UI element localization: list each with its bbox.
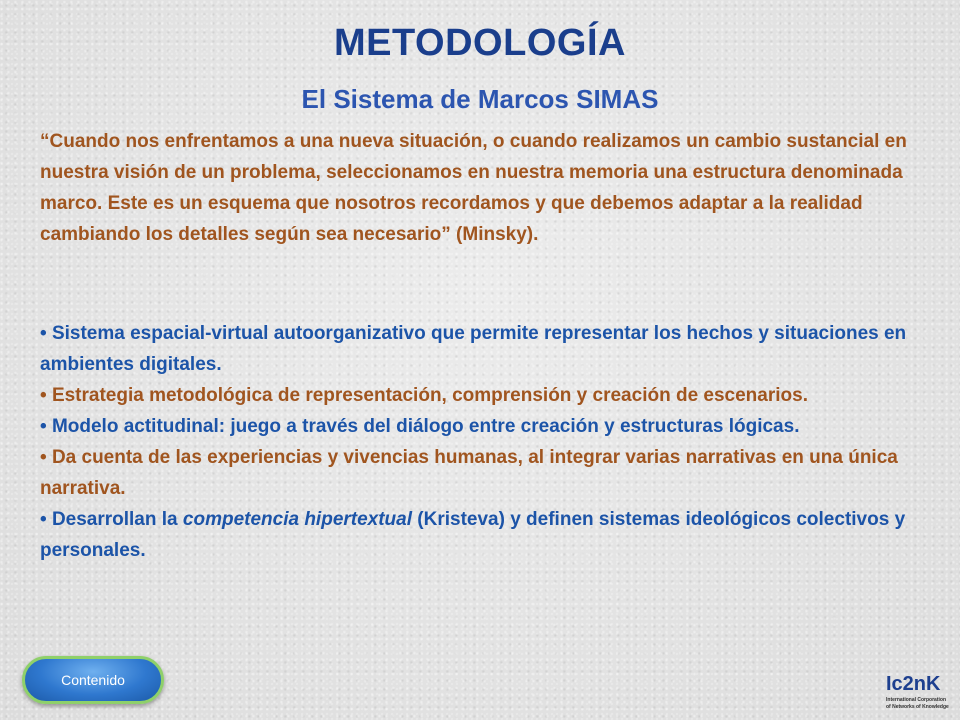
page-title: METODOLOGÍA xyxy=(334,22,626,64)
bullet-text: Modelo actitudinal: juego a través del diálogo entre creación y estructuras lógicas. xyxy=(51,416,800,437)
slide-subtitle: El Sistema de Marcos SIMAS xyxy=(301,84,659,114)
contenido-button[interactable]: Contenido xyxy=(22,656,164,704)
bullet-text: Estrategia metodológica de representación, comprensión y creación de escenarios. xyxy=(51,385,808,406)
minsky-quote: “Cuando nos enfrentamos a una nueva situación, o cuando realizamos un cambio sustancial en nuestra visión de un problema, seleccionamos en nuestra memoria una estructura denominada marco. Este es un esquema que nosotros recordamos y que debemos adaptar a la realidad cambiando los detalles según sea necesario” (Minsky). xyxy=(40,131,907,245)
bullet-item xyxy=(40,504,930,566)
bullet-item xyxy=(40,318,930,380)
bullet-text: Da cuenta de las experiencias y vivencias humanas, al integrar varias narrativas en una única narrativa. xyxy=(40,447,898,499)
bullet-text-after: (Kristeva) y definen sistemas ideológicos colectivos y personales. xyxy=(40,509,906,561)
bullet-item xyxy=(40,442,930,504)
logo-caption-line1: International Corporation xyxy=(886,697,946,703)
logo-text: Ic2nK xyxy=(886,673,941,695)
bullet-list xyxy=(40,318,930,566)
bullet-text: Sistema espacial-virtual autoorganizativo que permite representar los hechos y situaciones en ambientes digitales. xyxy=(40,323,907,375)
bullet-item xyxy=(40,411,930,442)
bullet-item xyxy=(40,380,930,411)
logo-caption-line2: of Networks of Knowledge xyxy=(886,704,949,710)
ic2nk-logo xyxy=(884,668,954,716)
bullet-text-before: Desarrollan la xyxy=(51,509,183,530)
bullet-text-emphasis: competencia hipertextual xyxy=(182,509,413,530)
